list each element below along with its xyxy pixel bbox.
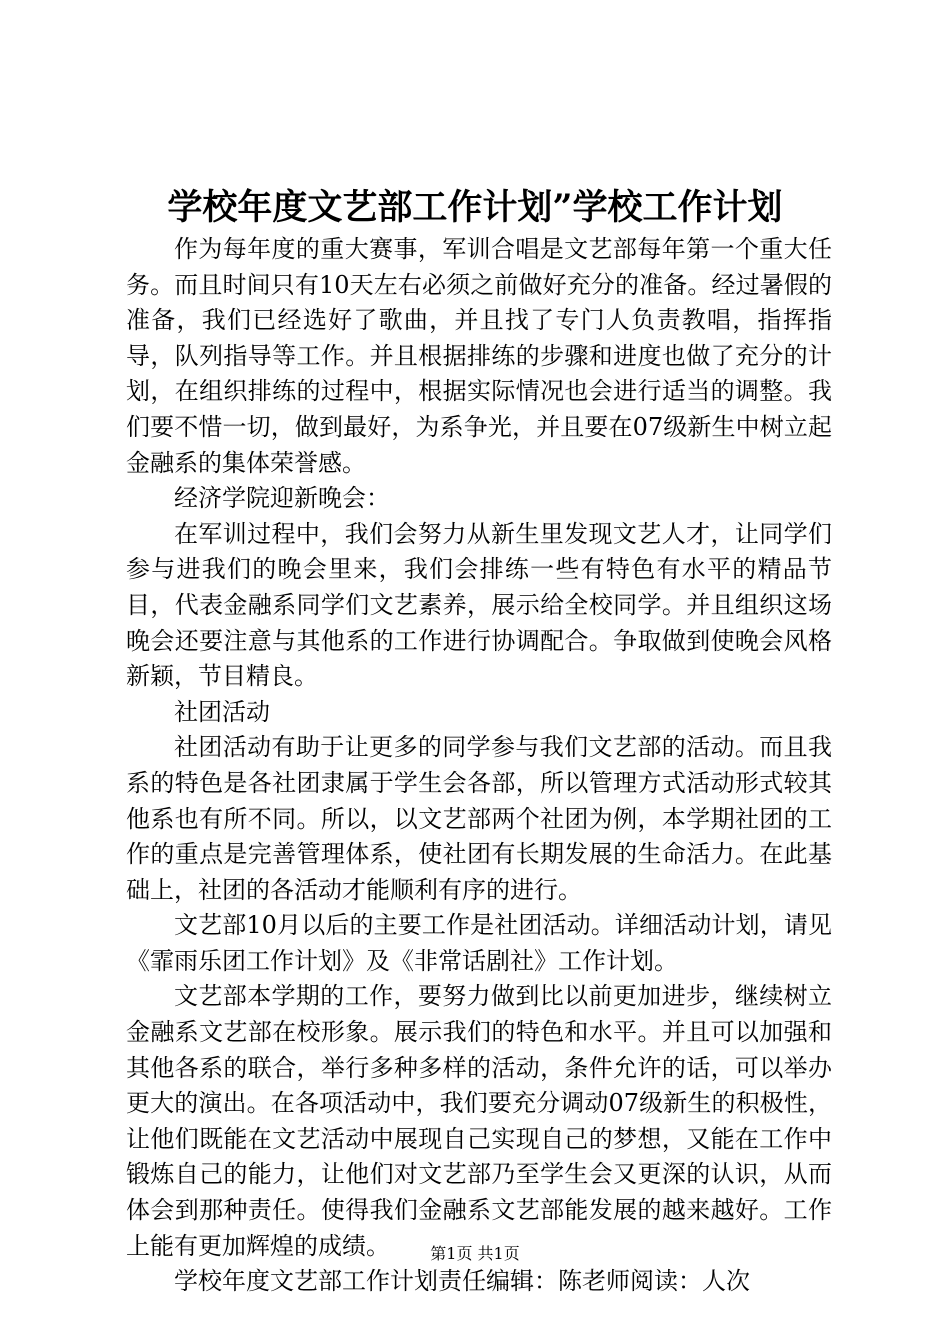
paragraph-october-work: 文艺部10月以后的主要工作是社团活动。详细活动计划，请见《霏雨乐团工作计划》及《非常话剧社》工作计划。 [126, 911, 832, 975]
paragraph-club-activities: 社团活动有助于让更多的同学参与我们文艺部的活动。而且我系的特色是各社团隶属于学生会各部，所以管理方式活动形式较其他系也有所不同。所以，以文艺部两个社团为例，本学期社团的工作的重点是完善管理体系，使社团有长期发展的生命活力。在此基础上，社团的各活动才能顺利有序的进行。 [126, 733, 832, 904]
paragraph-welcome-party: 在军训过程中，我们会努力从新生里发现文艺人才，让同学们参与进我们的晚会里来，我们会排练一些有特色有水平的精品节目，代表金融系同学们文艺素养，展示给全校同学。并且组织这场晚会还要注意与其他系的工作进行协调配合。争取做到使晚会风格新颖，节目精良。 [126, 519, 832, 691]
document-body [126, 232, 832, 1300]
page-number-footer: 第1页 共1页 [430, 1244, 520, 1263]
paragraph-welcome-party-heading: 经济学院迎新晚会： [174, 484, 390, 513]
document-title: 学校年度文艺部工作计划”学校工作计划 [167, 187, 783, 228]
paragraph-semester-goals: 文艺部本学期的工作，要努力做到比以前更加进步，继续树立金融系文艺部在校形象。展示我们的特色和水平。并且可以加强和其他各系的联合，举行多种多样的活动，条件允许的话，可以举办更大的演出。在各项活动中，我们要充分调动07级新生的积极性，让他们既能在文艺活动中展现自己实现自己的梦想，又能在工作中锻炼自己的能力，让他们对文艺部乃至学生会又更深的认识，从而体会到那种责任。使得我们金融系文艺部能发展的越来越好。工作上能有更加辉煌的成绩。 [126, 982, 832, 1260]
paragraph-editor-credit: 学校年度文艺部工作计划责任编辑：陈老师阅读：人次 [174, 1267, 750, 1296]
paragraph-club-heading: 社团活动 [174, 697, 270, 726]
paragraph-military-chorus: 作为每年度的重大赛事，军训合唱是文艺部每年第一个重大任务。而且时间只有10天左右必须之前做好充分的准备。经过暑假的准备，我们已经选好了歌曲，并且找了专门人负责教唱，指挥指导，队列指导等工作。并且根据排练的步骤和进度也做了充分的计划，在组织排练的过程中，根据实际情况也会进行适当的调整。我们要不惜一切，做到最好，为系争光，并且要在07级新生中树立起金融系的集体荣誉感。 [126, 235, 832, 477]
